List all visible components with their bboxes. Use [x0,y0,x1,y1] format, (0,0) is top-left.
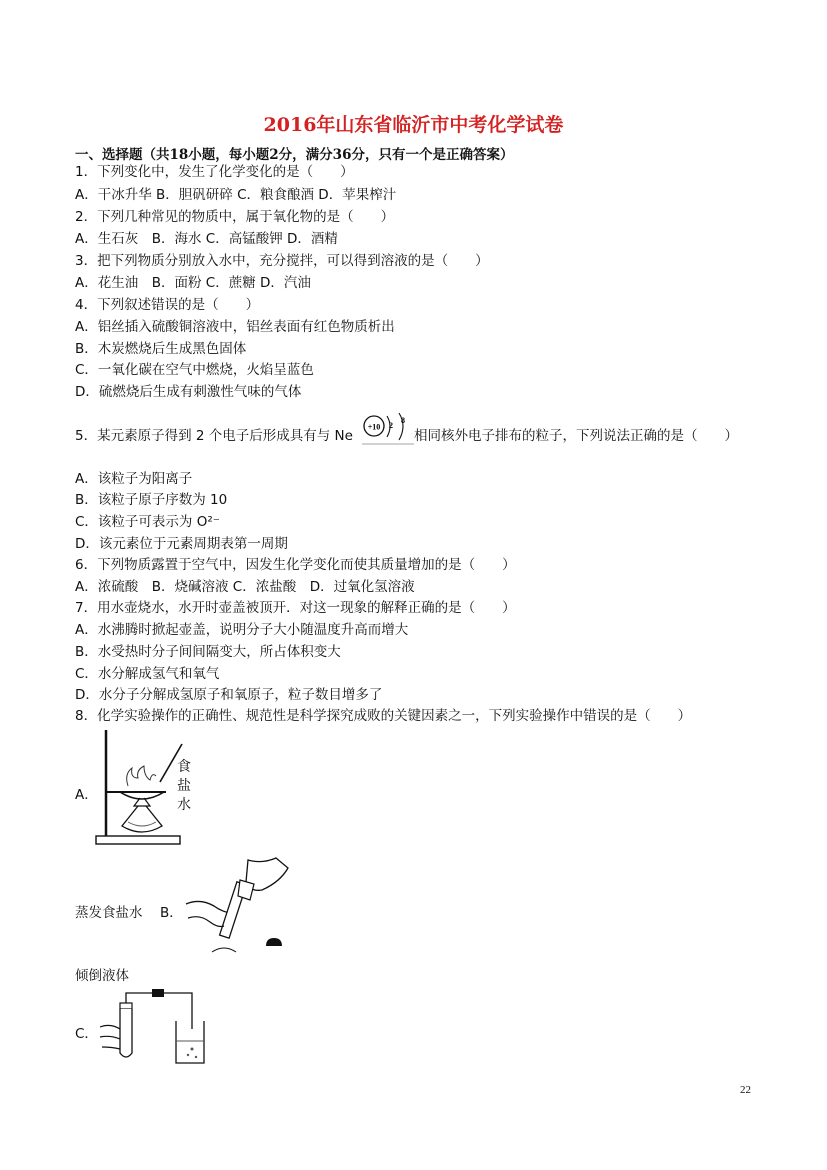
q4-option-b: B．木炭燃烧后生成黑色固体 [75,341,247,357]
q8-option-a-label: A． [75,787,98,803]
gas-collection-apparatus-image [96,985,210,1069]
q5-option-b: B．该粒子原子序数为 10 [75,492,228,508]
ne-shell2-label: 8 [401,416,405,425]
page-number: 22 [740,1084,751,1096]
page-title: 2016年山东省临沂市中考化学试卷 [263,114,564,136]
q8-option-b-caption: 倾倒液体 [75,968,129,984]
q8-option-b-label: B． [160,905,183,921]
q6-options: A．浓硫酸 B．烧碱溶液 C．浓盐酸 D．过氧化氢溶液 [75,579,415,595]
q4-option-d: D．硫燃烧后生成有刺激性气味的气体 [75,384,302,400]
q7-option-c: C．水分解成氢气和氧气 [75,666,220,682]
q8-option-a-caption: 蒸发食盐水 [75,905,143,921]
q4-option-a: A．铝丝插入硫酸铜溶液中，铝丝表面有红色物质析出 [75,319,395,335]
q4-option-c: C．一氧化碳在空气中燃烧，火焰呈蓝色 [75,362,314,378]
q5-stem-pre: 5．某元素原子得到 2 个电子后形成具有与 Ne [75,428,353,444]
ne-atom-structure-diagram [362,410,414,446]
q7-option-a: A．水沸腾时掀起壶盖，说明分子大小随温度升高而增大 [75,622,409,638]
q7-option-d: D．水分子分解成氢原子和氧原子，粒子数目增多了 [75,687,383,703]
q8-option-c-label: C． [75,1026,98,1042]
q3-options: A．花生油 B．面粉 C．蔗糖 D．汽油 [75,275,311,291]
ne-shell1-label: 2 [389,421,393,430]
q4-stem: 4．下列叙述错误的是（ ） [75,297,260,313]
q2-stem: 2．下列几种常见的物质中，属于氧化物的是（ ） [75,209,395,225]
salt-water-figure-label: 食盐水 [177,759,191,813]
q7-option-b: B．水受热时分子间间隔变大，所占体积变大 [75,644,341,660]
q7-stem: 7．用水壶烧水，水开时壶盖被顶开．对这一现象的解释正确的是（ ） [75,600,516,616]
q5-stem-post: 相同核外电子排布的粒子，下列说法正确的是（ ） [414,428,738,444]
q2-options: A．生石灰 B．海水 C．高锰酸钾 D．酒精 [75,231,338,247]
section-heading: 一、选择题（共18小题，每小题2分，满分36分，只有一个是正确答案） [75,147,514,163]
ne-nucleus-label: +10 [367,422,381,432]
q1-stem: 1．下列变化中，发生了化学变化的是（ ） [75,164,354,180]
q5-option-d: D．该元素位于元素周期表第一周期 [75,536,288,552]
q1-options: A．干冰升华 B．胆矾研碎 C．粮食酿酒 D．苹果榨汁 [75,187,397,203]
q6-stem: 6．下列物质露置于空气中，因发生化学变化而使其质量增加的是（ ） [75,557,516,573]
q5-option-a: A．该粒子为阳离子 [75,471,193,487]
q5-option-c: C．该粒子可表示为 O²⁻ [75,514,220,530]
q3-stem: 3．把下列物质分别放入水中，充分搅拌，可以得到溶液的是（ ） [75,253,489,269]
q8-stem: 8．化学实验操作的正确性、规范性是科学探究成败的关键因素之一，下列实验操作中错误的是（ ） [75,708,692,724]
pouring-liquid-image [184,856,294,960]
